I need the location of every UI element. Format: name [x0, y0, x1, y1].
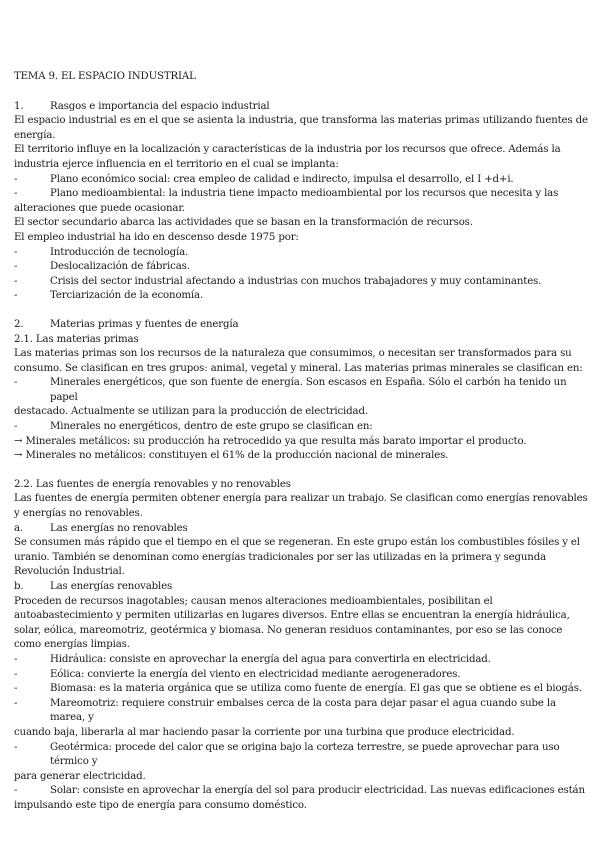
page-title: TEMA 9. EL ESPACIO INDUSTRIAL: [14, 71, 196, 82]
subheading-text: Las energías renovables: [50, 581, 173, 592]
bullet-dash: -: [14, 275, 18, 287]
list-item-text: Geotérmica: procede del calor que se origina bajo la corteza terrestre, se puede aprovechar para uso térmico y: [50, 741, 560, 768]
list-item: [14, 173, 588, 188]
paragraph: El empleo industrial ha ido en descenso desde 1975 por:: [14, 231, 299, 243]
bullet-dash: -: [14, 653, 18, 665]
subheading-a: [14, 522, 588, 537]
arrow-item: → Minerales no metálicos: constituyen el 61% de la producción nacional de minerales.: [14, 450, 449, 462]
list-item: [14, 784, 588, 799]
document-page: [14, 70, 588, 814]
list-item: [14, 246, 588, 261]
paragraph: Proceden de recursos inagotables; causan menos alteraciones medioambientales, posibilitan el autoabastecimiento y permiten utilizarlas en lugares diversos. Entre ellas se encuentran la energía hidráulica, solar, eólica, mareomotriz, geotérmica y biomasa. No generan residuos contaminantes, por eso se las conoce como energías limpias.: [14, 595, 570, 651]
paragraph: El espacio industrial es en el que se asienta la industria, que transforma las materias primas utilizando fuentes de energía.: [14, 115, 588, 141]
paragraph: Se consumen más rápido que el tiempo en el que se regeneran. En este grupo están los combustibles fósiles y el uranio. También se denominan como energías tradicionales por ser las utilizadas en la primera y segunda Revolución Industrial.: [14, 537, 580, 578]
list-item: [14, 668, 588, 683]
bullet-dash: -: [14, 188, 18, 200]
paragraph: Las fuentes de energía permiten obtener energía para realizar un trabajo. Se clasifican como energías renovables y energías no renovables.: [14, 493, 588, 520]
list-item-text: Plano económico social: crea empleo de calidad e indirecto, impulsa el desarrollo, el I +d+i.: [50, 173, 514, 185]
list-item-text: Biomasa: es la materia orgánica que se utiliza como fuente de energía. El gas que se obtiene es el biogás.: [50, 683, 582, 695]
section-1-heading: [14, 100, 588, 115]
list-item-text: Crisis del sector industrial afectando a industrias con muchos trabajadores y muy contaminantes.: [50, 275, 542, 287]
list-item: [14, 653, 588, 668]
bullet-dash: -: [14, 290, 18, 302]
section-2-heading: [14, 318, 588, 333]
list-item: [14, 289, 588, 304]
list-item: [14, 376, 588, 405]
bullet-dash: -: [14, 697, 18, 709]
bullet-dash: -: [14, 246, 18, 258]
subheading-label: b.: [14, 581, 24, 592]
list-item-text: Minerales energéticos, que son fuente de energía. Son escasos en España. Sólo el carbón ha tenido un papel: [50, 377, 567, 403]
section-title: Materias primas y fuentes de energía: [50, 318, 239, 330]
section-number: 2.: [14, 318, 24, 330]
list-item-text: Hidráulica: consiste en aprovechar la energía del agua para convertirla en electricidad.: [50, 653, 491, 665]
bullet-dash: -: [14, 668, 18, 680]
bullet-dash: -: [14, 421, 18, 433]
arrow-item: → Minerales metálicos: su producción ha retrocedido ya que resulta más barato importar el producto.: [14, 435, 527, 447]
bullet-dash: -: [14, 683, 18, 695]
list-item: [14, 260, 588, 275]
list-item-text: Terciarización de la economía.: [50, 290, 204, 302]
list-item-text: Plano medioambiental: la industria tiene impacto medioambiental por los recursos que necesita y las: [50, 188, 559, 200]
list-item: [14, 697, 588, 726]
bullet-dash: -: [14, 377, 18, 389]
paragraph: Las materias primas son los recursos de la naturaleza que consumimos, o necesitan ser transformados para su consumo. Se clasifican en tres grupos: animal, vegetal y mineral. Las materias primas minerales se clasifican en:: [14, 348, 583, 374]
list-item-text: Solar: consiste en aprovechar la energía del sol para producir electricidad. Las nuevas edificaciones están: [50, 785, 585, 797]
list-item-continuation: destacado. Actualmente se utilizan para la producción de electricidad.: [14, 406, 368, 418]
subsection-title: 2.2. Las fuentes de energía renovables y no renovables: [14, 478, 291, 490]
list-item-text: Eólica: convierte la energía del viento en electricidad mediante aerogeneradores.: [50, 668, 461, 680]
list-item-text: Mareomotriz: requiere construir embalses cerca de la costa para dejar pasar el agua cuando sube la marea, y: [50, 697, 556, 724]
spacer: [14, 304, 588, 318]
list-item: [14, 741, 588, 770]
subheading-b: [14, 580, 588, 595]
section-number: 1.: [14, 100, 24, 112]
list-item: [14, 187, 588, 202]
list-item: [14, 420, 588, 435]
list-item: [14, 275, 588, 290]
list-item-continuation: impulsando este tipo de energía para consumo doméstico.: [14, 799, 307, 811]
paragraph: El sector secundario abarca las actividades que se basan en la transformación de recursos.: [14, 217, 473, 229]
bullet-dash: -: [14, 741, 18, 753]
subheading-text: Las energías no renovables: [50, 522, 188, 534]
list-item-text: Introducción de tecnología.: [50, 246, 189, 258]
section-title: Rasgos e importancia del espacio industrial: [50, 100, 270, 112]
subheading-label: a.: [14, 522, 24, 534]
spacer: [14, 464, 588, 478]
list-item-text: Minerales no energéticos, dentro de este grupo se clasifican en:: [50, 421, 373, 433]
subsection-title: 2.1. Las materias primas: [14, 333, 139, 345]
list-item-continuation: cuando baja, liberarla al mar haciendo pasar la corriente por una turbina que produce electricidad.: [14, 726, 515, 738]
bullet-dash: -: [14, 261, 18, 273]
list-item: [14, 682, 588, 697]
paragraph: El territorio influye en la localización y características de la industria por los recursos que ofrece. Además la industria ejerce influencia en el territorio en el cual se implanta:: [14, 144, 561, 170]
list-item-continuation: alteraciones que puede ocasionar.: [14, 202, 186, 214]
bullet-dash: -: [14, 173, 18, 185]
list-item-continuation: para generar electricidad.: [14, 770, 146, 782]
bullet-dash: -: [14, 785, 18, 797]
list-item-text: Deslocalización de fábricas.: [50, 261, 190, 273]
